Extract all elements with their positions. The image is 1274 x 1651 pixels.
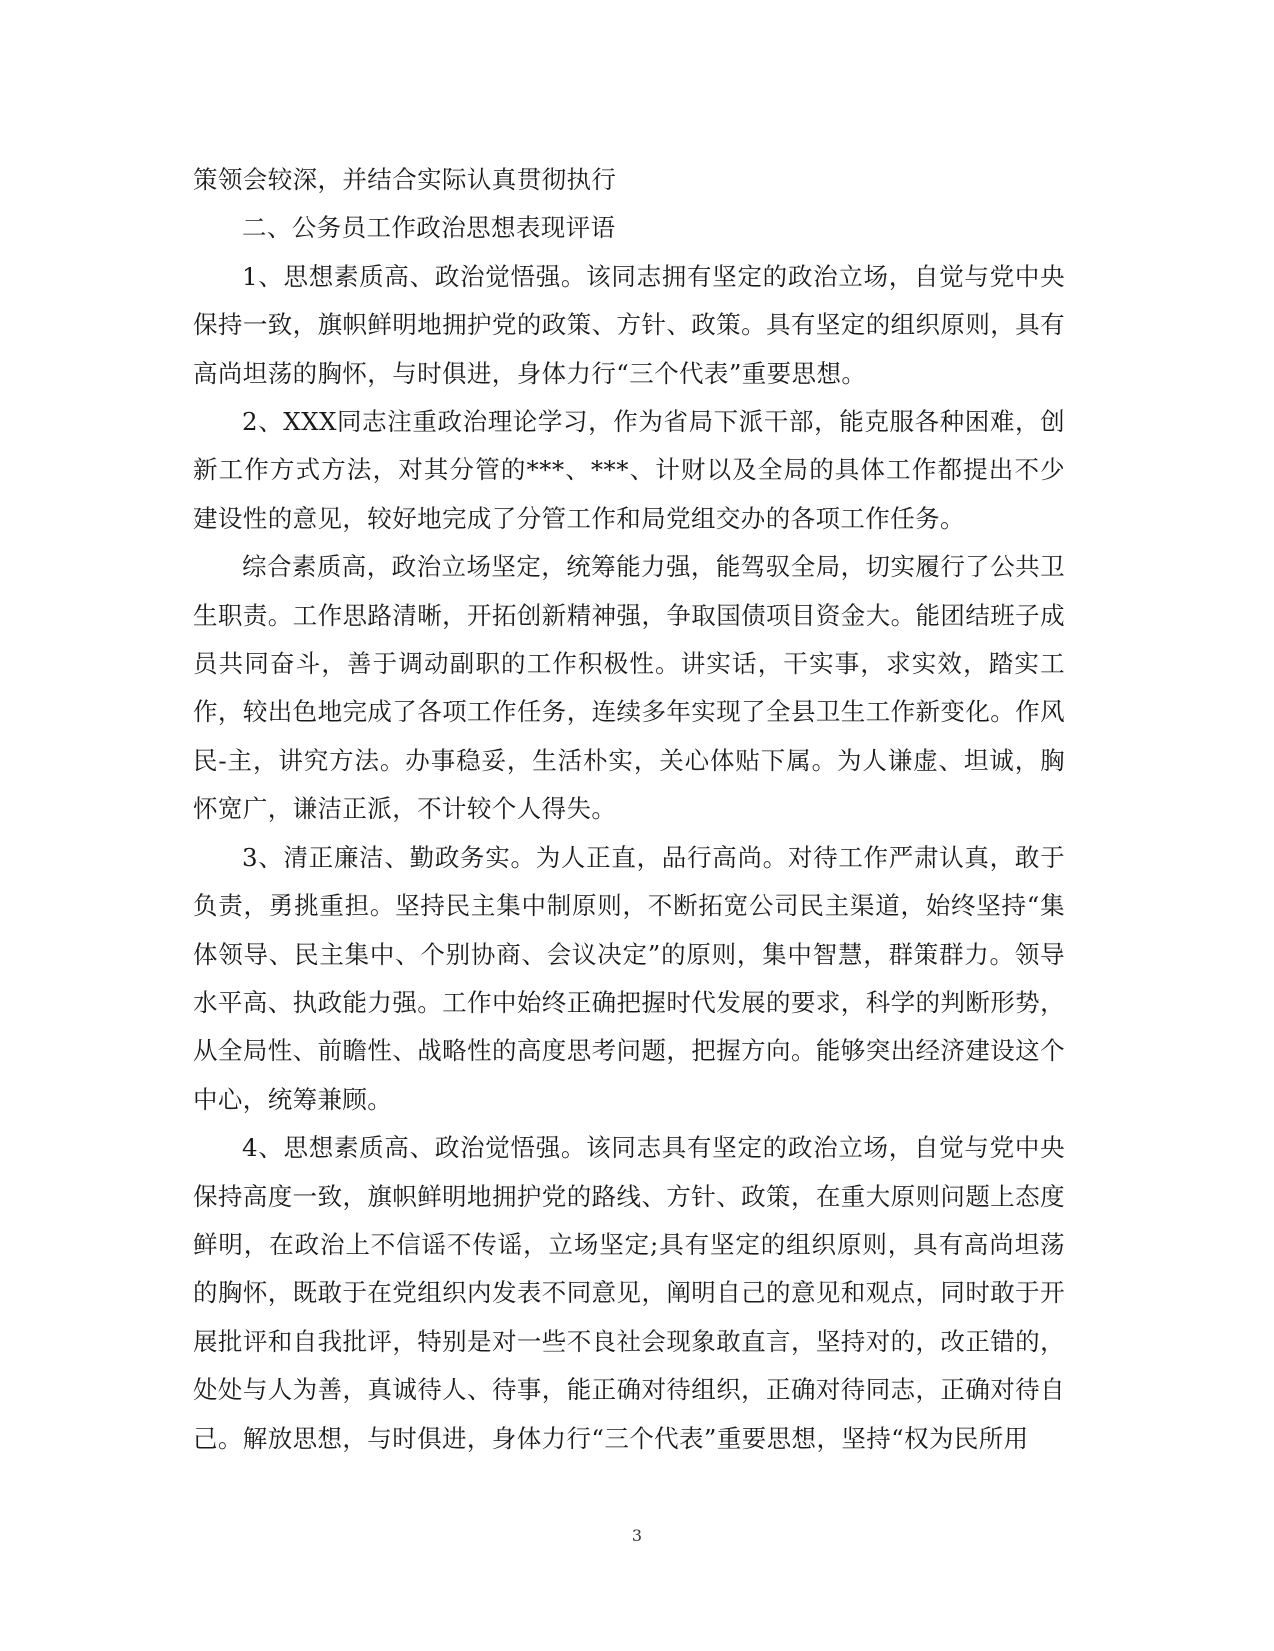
paragraph-comprehensive: 综合素质高，政治立场坚定，统筹能力强，能驾驭全局，切实履行了公共卫生职责。工作思路清晰，开拓创新精神强，争取国债项目资金大。能团结班子成员共同奋斗，善于调动副职的工作积极性。讲实话，干实事，求实效，踏实工作，较出色地完成了各项工作任务，连续多年实现了全县卫生工作新变化。作风民-主，讲究方法。办事稳妥，生活朴实，关心体贴下属。为人谦虚、坦诚，胸怀宽广，谦洁正派，不计较个人得失。 [193, 552, 1065, 824]
paragraph-item-1: 1、思想素质高、政治觉悟强。该同志拥有坚定的政治立场，自觉与党中央保持一致，旗帜鲜明地拥护党的政策、方针、政策。具有坚定的组织原则，具有高尚坦荡的胸怀，与时俱进，身体力行“三个代表”重要思想。 [193, 261, 1065, 388]
paragraph-continuation: 策领会较深，并结合实际认真贯彻执行 [193, 165, 617, 194]
section-heading: 二、公务员工作政治思想表现评语 [242, 213, 616, 243]
page-number: 3 [631, 1526, 643, 1545]
document-body [193, 156, 1065, 1463]
paragraph-item-2: 2、XXX同志注重政治理论学习，作为省局下派干部，能克服各种困难，创新工作方式方法，对其分管的***、***、计财以及全局的具体工作都提出不少建设性的意见，较好地完成了分管工作和局党组交办的各项工作任务。 [193, 407, 1065, 533]
paragraph-item-4: 4、思想素质高、政治觉悟强。该同志具有坚定的政治立场，自觉与党中央保持高度一致，旗帜鲜明地拥护党的路线、方针、政策，在重大原则问题上态度鲜明，在政治上不信谣不传谣，立场坚定;具有坚定的组织原则，具有高尚坦荡的胸怀，既敢于在党组织内发表不同意见，阐明自己的意见和观点，同时敢于开展批评和自我批评，特别是对一些不良社会现象敢直言，坚持对的，改正错的，处处与人为善，真诚待人、待事，能正确对待组织，正确对待同志，正确对待自己。解放思想，与时俱进，身体力行“三个代表”重要思想，坚持“权为民所用 [193, 1133, 1065, 1453]
paragraph-item-3: 3、清正廉洁、勤政务实。为人正直，品行高尚。对待工作严肃认真，敢于负责，勇挑重担。坚持民主集中制原则，不断拓宽公司民主渠道，始终坚持“集体领导、民主集中、个别协商、会议决定”的原则，集中智慧，群策群力。领导水平高、执政能力强。工作中始终正确把握时代发展的要求，科学的判断形势，从全局性、前瞻性、战略性的高度思考问题，把握方向。能够突出经济建设这个中心，统筹兼顾。 [193, 842, 1065, 1114]
